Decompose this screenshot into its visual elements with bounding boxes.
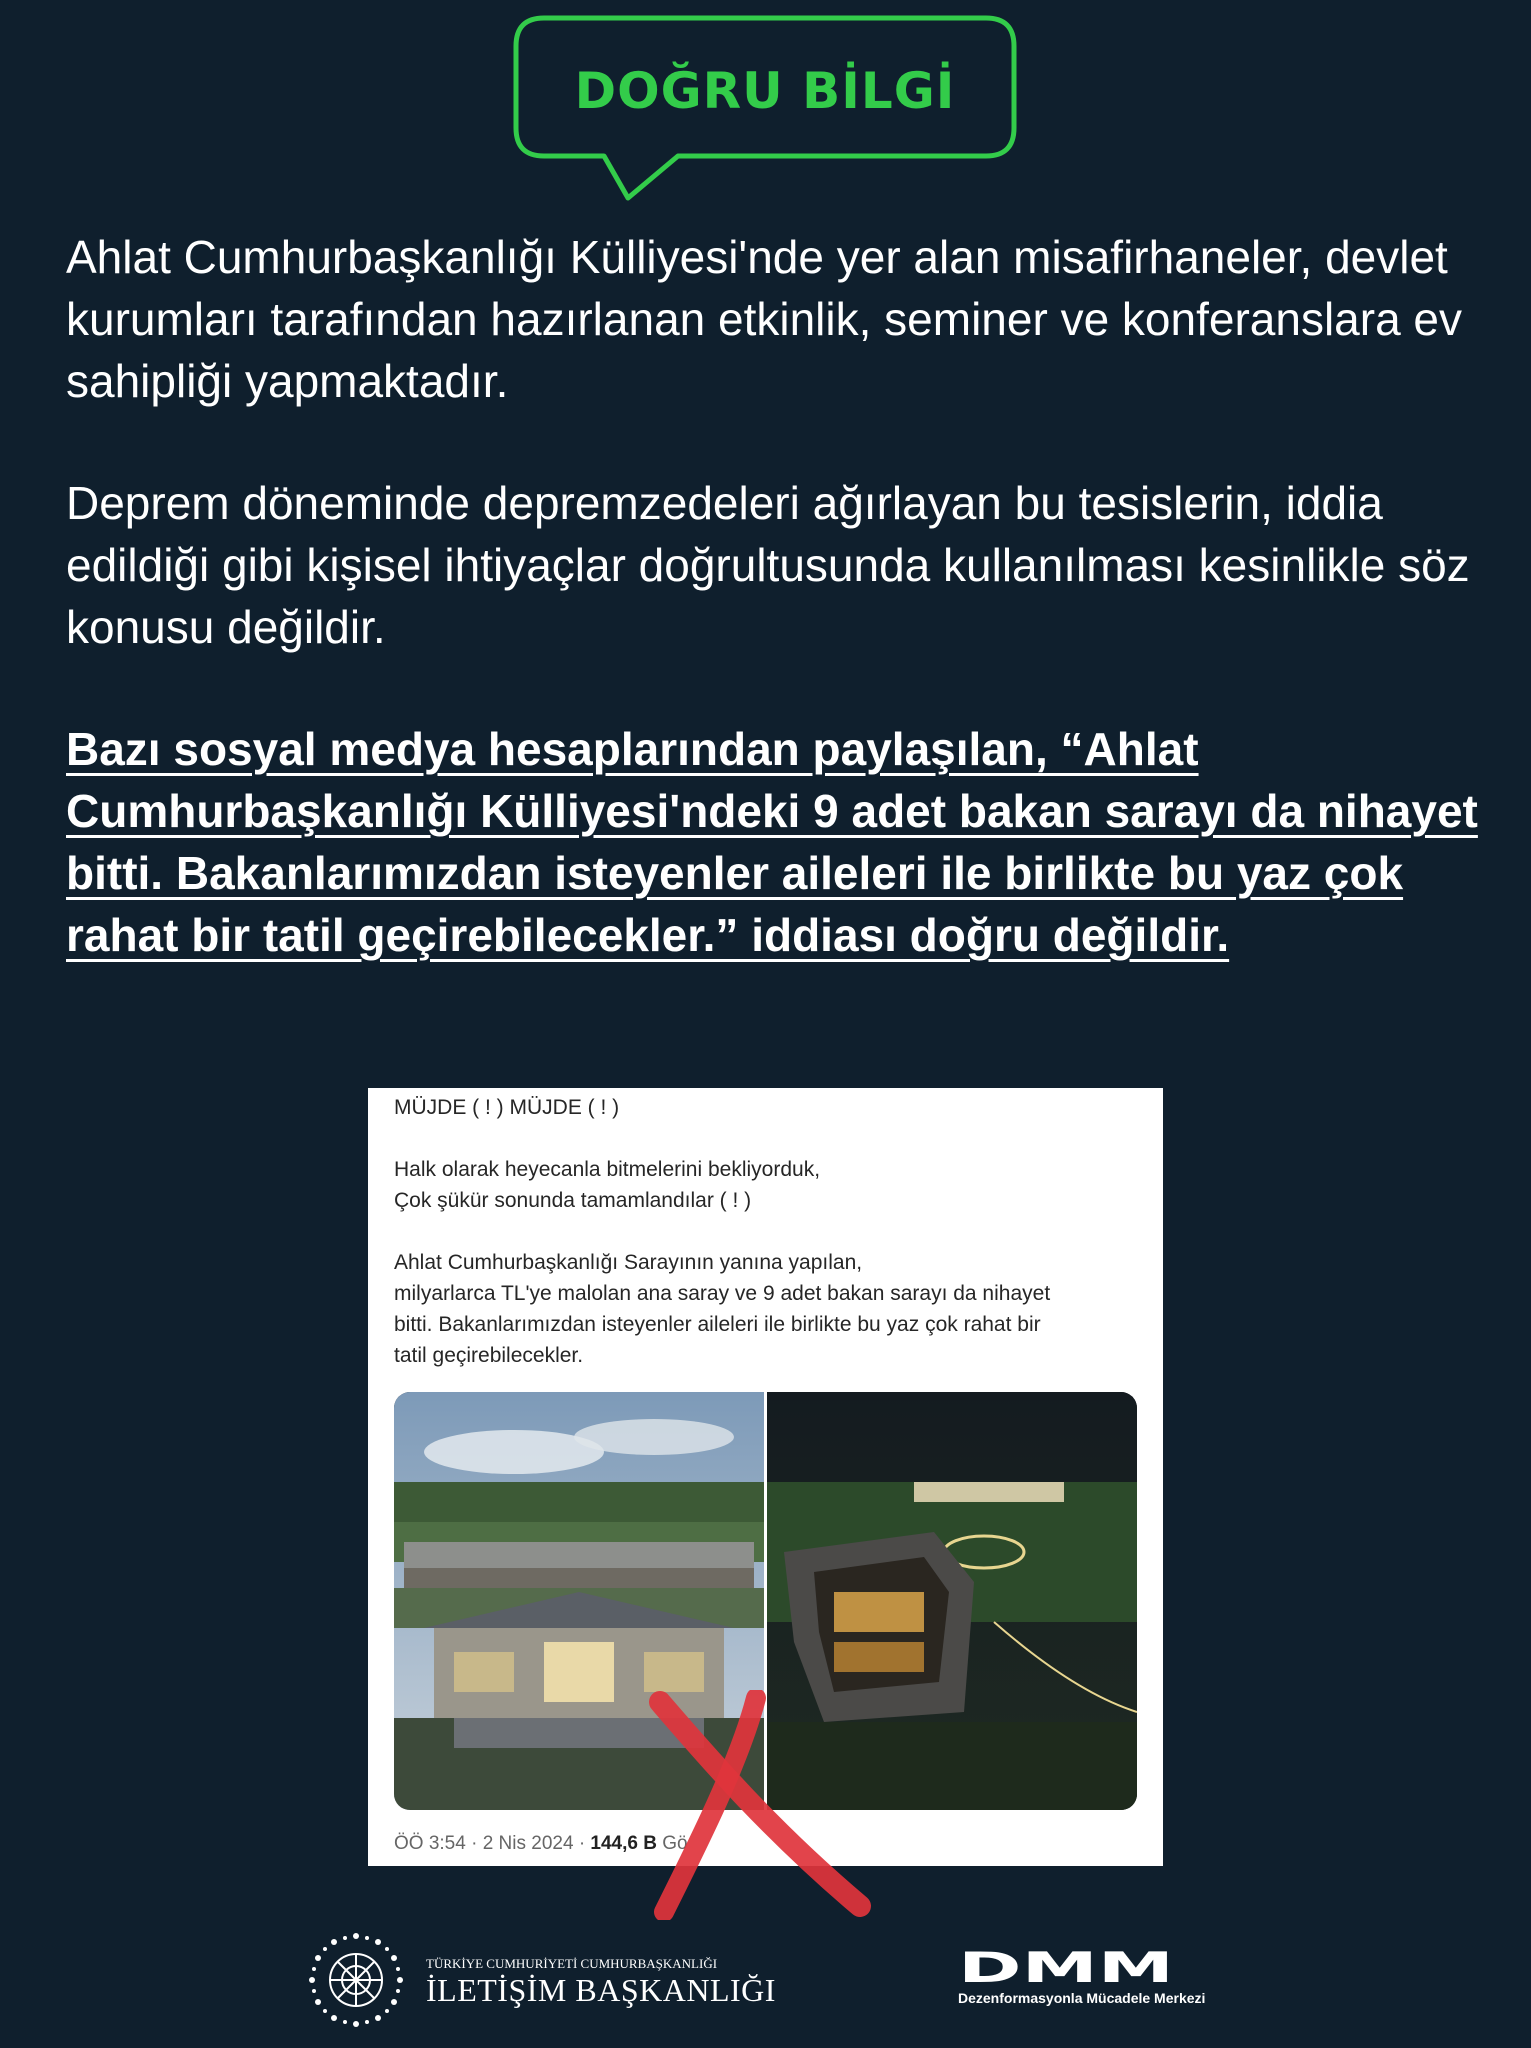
red-cross-icon — [640, 1690, 880, 1920]
tweet-time: ÖÖ 3:54 · 2 Nis 2024 · — [394, 1833, 591, 1854]
iletisim-small-text: TÜRKİYE CUMHURİYETİ CUMHURBAŞKANLIĞI — [426, 1956, 718, 1971]
paragraph-claim — [66, 718, 1486, 966]
dmm-subtitle: Dezenformasyonla Mücadele Merkezi — [958, 1990, 1206, 2006]
iletisim-baskanligi-logo — [306, 1930, 776, 2026]
dmm-logo — [958, 1948, 1258, 2018]
star-emblem-icon — [306, 1930, 406, 2030]
dogru-bilgi-badge — [512, 14, 1018, 204]
tweet-text: MÜJDE ( ! ) MÜJDE ( ! ) Halk olarak heyecanla bitmelerini bekliyorduk, Çok şükür sonunda tamamlandılar ( ! ) Ahlat Cumhurbaşkanlığı Sarayının yanına yapılan, milyarlarca TL'ye malolan ana saray ve 9 adet bakan sarayı da nihayet bitti. Bakanlarımızdan isteyenler aileleri ile birlikte bu yaz çok rahat bir tatil geçirebilecekler. — [394, 1096, 1051, 1367]
iletisim-big-text: İLETİŞİM BAŞKANLIĞI — [426, 1972, 776, 2008]
paragraph-intro: Ahlat Cumhurbaşkanlığı Külliyesi'nde yer alan misafirhaneler, devlet kurumları tarafından hazırlanan etkinlik, seminer ve konferanslara ev sahipliği yapmaktadır. — [66, 231, 1463, 407]
paragraph-earthquake: Deprem döneminde depremzedeleri ağırlayan bu tesislerin, iddia edildiği gibi kişisel ihtiyaçlar doğrultusunda kullanılması kesinlikle söz konusu değildir. — [66, 477, 1470, 653]
dmm-logo-letters — [958, 1948, 1178, 1986]
tweet-views: 144,6 B — [590, 1833, 657, 1854]
badge-label: DOĞRU BİLGİ — [574, 62, 956, 120]
dmm-letters-text: DMM — [958, 1948, 1174, 1986]
tweet-views-suffix: Gö — [656, 1833, 688, 1854]
claim-text: Bazı sosyal medya hesaplarından paylaşılan, “Ahlat Cumhurbaşkanlığı Külliyesi'ndeki 9 adet bakan sarayı da nihayet bitti. Bakanlarımızdan isteyenler aileleri ile birlikte bu yaz çok rahat bir tatil geçirebilecekler.” iddiası doğru değildir. — [66, 723, 1478, 961]
